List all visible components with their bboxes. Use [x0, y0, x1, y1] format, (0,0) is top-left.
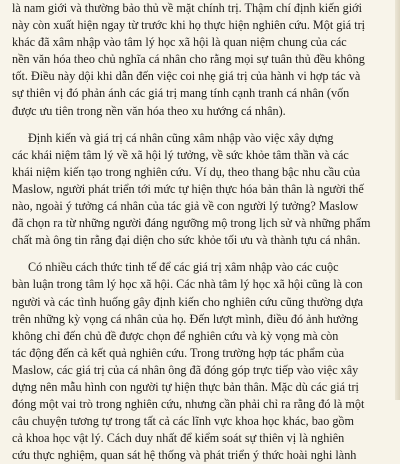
- text-line: là nam giới và thường bảo thủ về mặt chính trị. Thậm chí định kiến giới: [12, 1, 362, 15]
- text-line: khái niệm kiến tạo trong nghiên cứu. Ví dụ, theo thang bậc nhu cầu của: [12, 164, 361, 179]
- text-line: bàn luận trong tâm lý học xã hội. Các nhà tâm lý học xã hội cũng là con: [12, 277, 363, 292]
- text-line: tốt. Điều này dội khi dẫn đến việc coi nhẹ giá trị của hành vi hợp tác và: [12, 69, 361, 84]
- text-line: tác động đến cả kết quả nghiên cứu. Trong trường hợp tác phẩm của: [12, 345, 345, 360]
- text-line: không chỉ đến chủ đề được chọn để nghiên cứu và kỳ vọng mà còn: [12, 328, 339, 343]
- text-line: nền văn hóa theo chủ nghĩa cá nhân cho rằng mọi sự tuân thủ đều không: [12, 52, 365, 67]
- text-line: nào, ngoài ý tưởng cá nhân của tác giả về con người lý tưởng? Maslow: [12, 199, 359, 214]
- text-line: đóng một vai trò trong nghiên cứu, nhưng cần phải chỉ ra rằng đó là một: [12, 397, 365, 412]
- text-line: cứu thực nghiệm, quan sát hệ thống và phát triển ý thức hoài nghi lành: [12, 448, 357, 463]
- text-line: Có nhiều cách thức tinh tế để các giá trị xâm nhập vào các cuộc: [28, 260, 339, 275]
- text-line: khác đã xâm nhập vào tâm lý học xã hội là quan niệm chung của các: [12, 35, 347, 50]
- text-line: cả khoa học vật lý. Cách duy nhất để kiểm soát sự thiên vị là nghiên: [12, 431, 345, 446]
- text-line: Định kiến và giá trị cá nhân cũng xâm nhập vào việc xây dựng: [28, 130, 334, 145]
- paragraph-gap: [12, 249, 394, 259]
- text-line: sự thiên vị đó phản ánh các giá trị mang tính cạnh tranh cá nhân (vốn: [12, 86, 350, 101]
- paragraph-2: [12, 130, 394, 250]
- paragraph-1: [12, 0, 394, 120]
- text-line: người và các tình huống gây định kiến cho nghiên cứu cũng thường dựa: [12, 294, 364, 309]
- text-line: được ưu tiên trong nền văn hóa theo xu hướng cá nhân).: [12, 103, 286, 118]
- text-line: đã chọn ra từ những người đáng ngưỡng mộ trong lịch sử và những phẩm: [12, 216, 371, 231]
- text-line: Maslow, người phát triển tới mức tự hiện thực hóa bản thân là người thế: [12, 181, 364, 196]
- text-line: Maslow, các giá trị của cá nhân ông đã đóng góp trực tiếp vào việc xây: [12, 362, 359, 377]
- text-line: dựng nên mẫu hình con người tự hiện thực bản thân. Mặc dù các giá trị: [12, 379, 359, 394]
- page-spine-shadow: [395, 0, 400, 400]
- text-line: các khái niệm tâm lý về xã hội lý tưởng, về sức khỏe tâm thần và các: [12, 147, 349, 162]
- text-line: này còn xuất hiện ngay từ trước khi họ thực hiện nghiên cứu. Một giá trị: [12, 18, 366, 33]
- text-line: câu chuyện tương tự trong tất cả các lĩnh vực khoa học khác, bao gồm: [12, 414, 355, 429]
- paragraph-3: [12, 259, 394, 464]
- text-line: chất mà ông tin rằng đại diện cho sức khỏe tối ưu và thành tựu cá nhân.: [12, 233, 361, 248]
- paragraph-gap: [12, 120, 394, 130]
- text-line: trên những kỳ vọng cá nhân của họ. Đến lượt mình, điều đó ảnh hưởng: [12, 311, 359, 326]
